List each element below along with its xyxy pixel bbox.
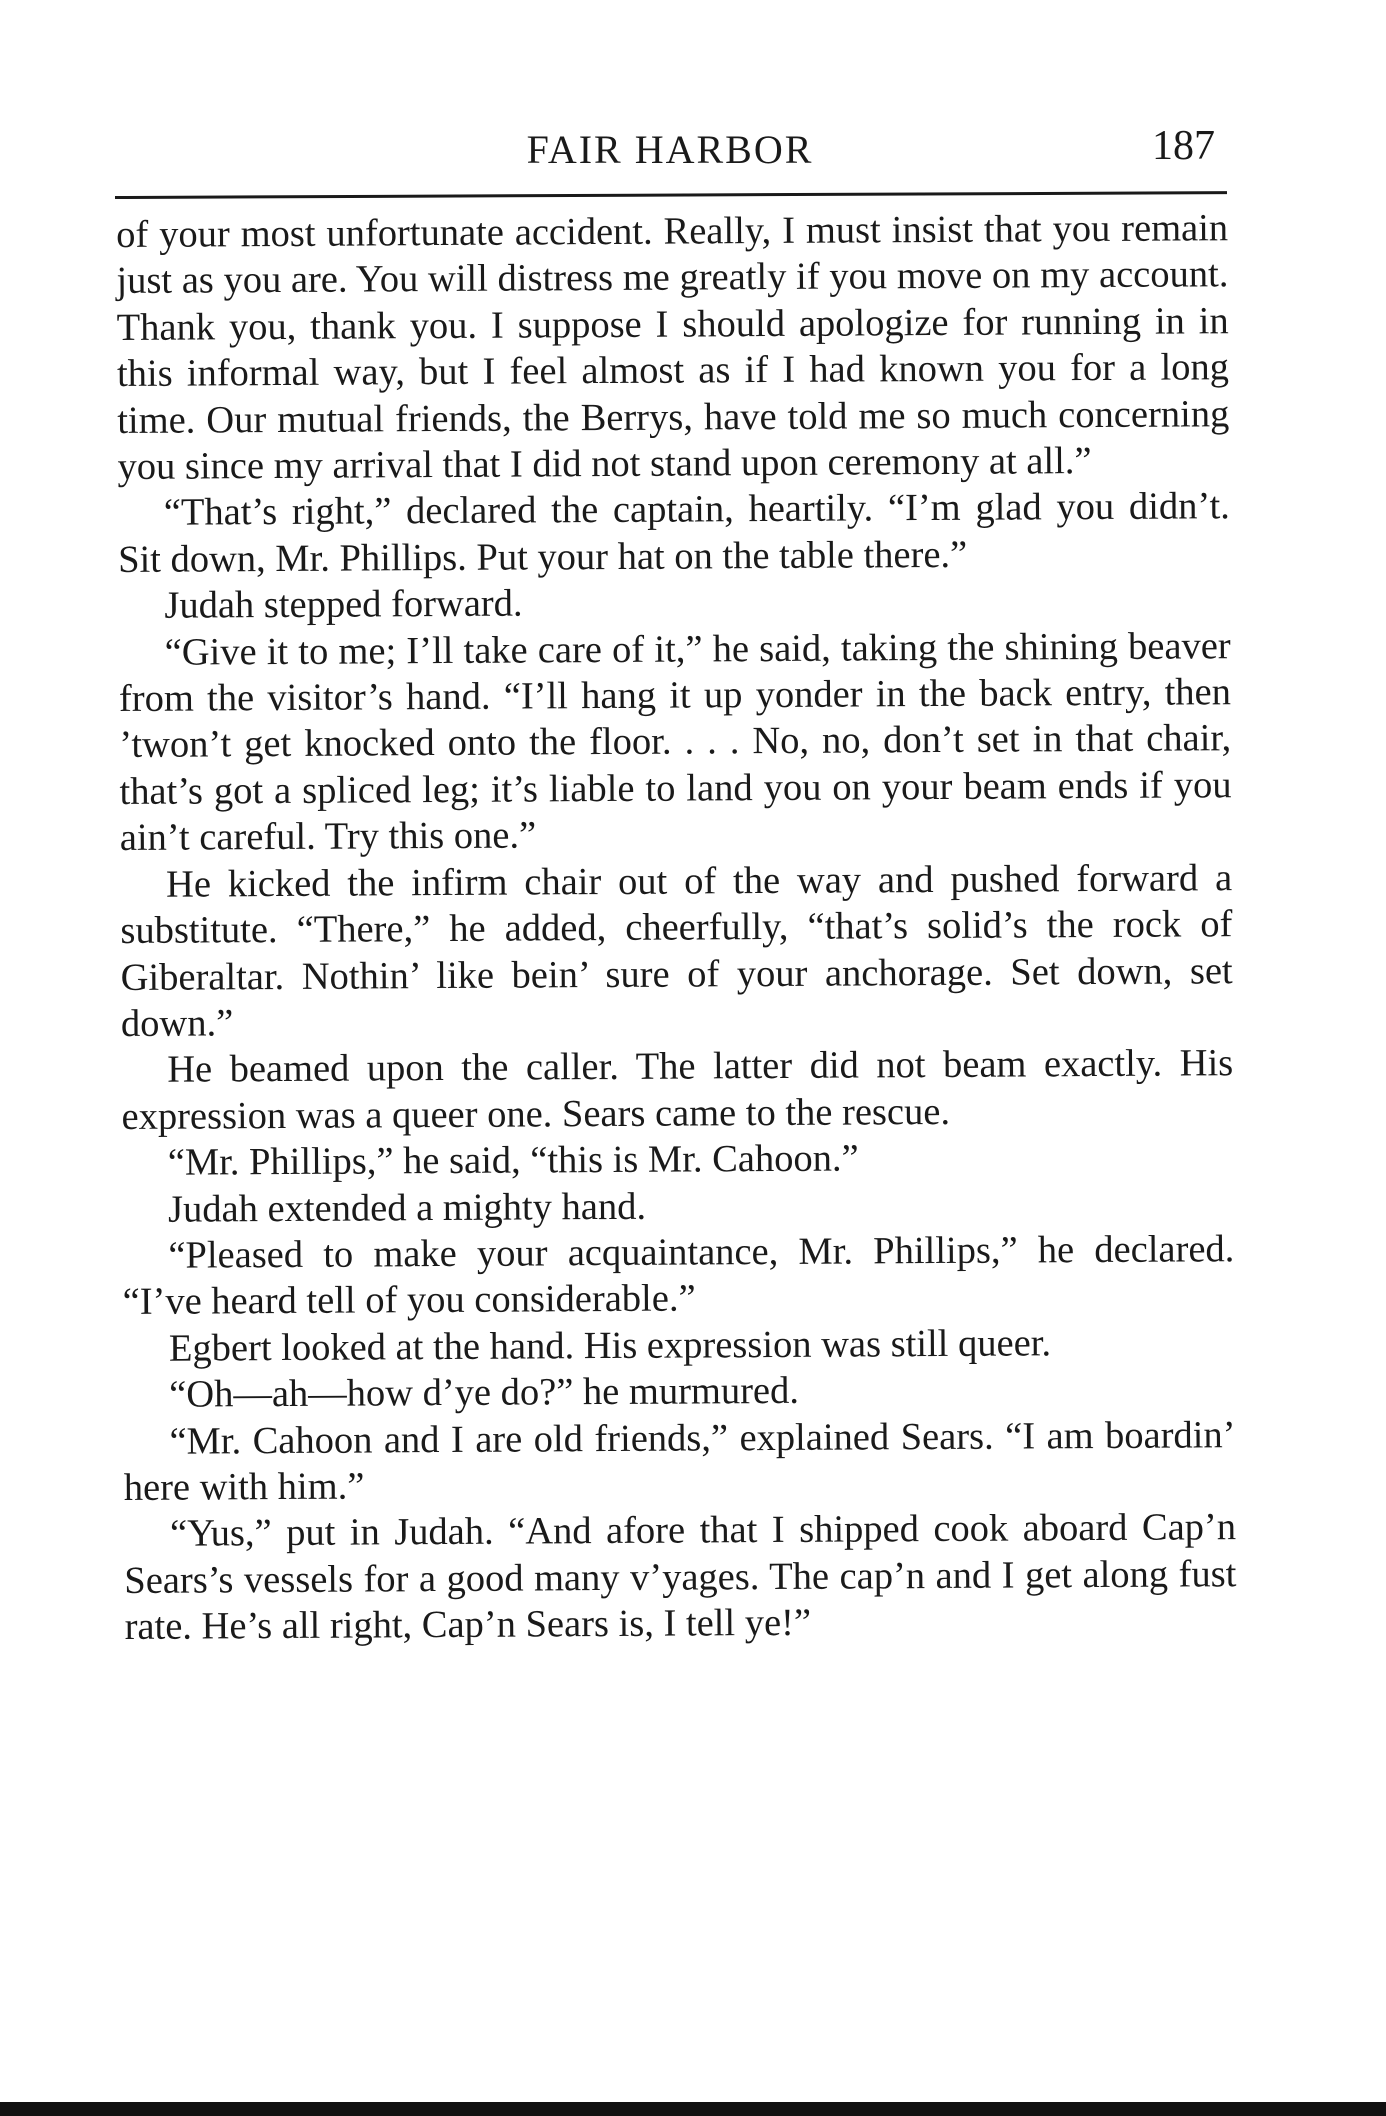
paragraph: “Pleased to make your acquaintance, Mr. Phillips,” he declared. “I’ve heard tell of you considerable.” bbox=[122, 1228, 1235, 1324]
paragraph: “Yus,” put in Judah. “And afore that I shipped cook aboard Cap’n Sears’s vessels for a good many v’yages. The cap’n and I get along fust rate. He’s all right, Cap’n Sears is, I tell ye!” bbox=[124, 1506, 1237, 1649]
paragraph: Judah stepped forward. bbox=[164, 582, 523, 627]
paragraph: He beamed upon the caller. The latter did not beam exactly. His expression was a queer one. Sears came to the rescue. bbox=[121, 1042, 1234, 1138]
page-header bbox=[115, 120, 1225, 182]
paragraph: He kicked the infirm chair out of the way and pushed forward a substitute. “There,” he added, cheerfully, “that’s solid’s the rock of Giberaltar. Nothin’ like bein’ sure of your anchorage. Set down, set down.” bbox=[120, 856, 1233, 1045]
paragraph: Judah extended a mighty hand. bbox=[167, 1185, 647, 1231]
header-rule bbox=[115, 191, 1227, 199]
paragraph-continued: of your most unfortunate accident. Really, I must insist that you remain just as you are. You will distress me greatly if you move on my account. Thank you, thank you. I suppose I should apologize for running in in this informal way, but I feel almost as if I had known you for a long time. Our mutual friends, the Berrys, have told me so much concerning you since my arrival that I did not stand upon ceremony at all.” bbox=[116, 207, 1230, 489]
paragraph: Egbert looked at the hand. His expression was still queer. bbox=[168, 1322, 1052, 1370]
page-number: 187 bbox=[1152, 123, 1215, 169]
paragraph: “Mr. Phillips,” he said, “this is Mr. Cahoon.” bbox=[167, 1137, 859, 1184]
body-text bbox=[116, 205, 1237, 1650]
page-bottom-edge bbox=[0, 2102, 1386, 2116]
running-title: FAIR HARBOR bbox=[526, 127, 814, 172]
paragraph: “That’s right,” declared the captain, heartily. “I’m glad you didn’t. Sit down, Mr. Phillips. Put your hat on the table there.” bbox=[117, 485, 1230, 581]
paragraph: “Give it to me; I’ll take care of it,” he said, taking the shining beaver from the visitor’s hand. “I’ll hang it up yonder in the back entry, then ’twon’t get knocked onto the floor. . . . No, no, don’t set in that chair, that’s got a spliced leg; it’s liable to land you on your beam ends if you ain’t careful. Try this one.” bbox=[118, 624, 1232, 860]
paragraph: “Mr. Cahoon and I are old friends,” explained Sears. “I am boardin’ here with him.” bbox=[123, 1413, 1236, 1509]
paragraph: “Oh—ah—how d’ye do?” he murmured. bbox=[169, 1370, 800, 1416]
